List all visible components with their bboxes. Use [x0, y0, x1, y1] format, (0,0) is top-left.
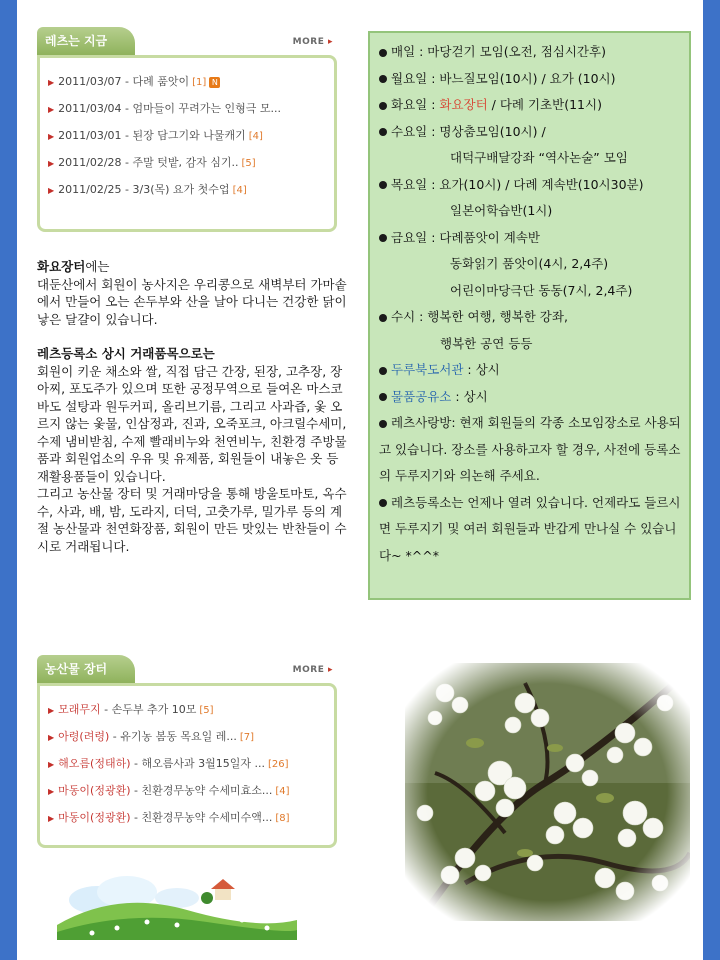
items-paragraph — [37, 345, 349, 555]
paragraph-heading: 레츠등록소 상시 거래품목으로는 — [37, 346, 215, 361]
paragraph-text: 그리고 농산물 장터 및 거래마당을 통해 방울토마토, 옥수수, 사과, 배, 밤, 도라지, 더덕, 고춧가루, 밀가루 등의 계절 농산물과 천연화장품, 회원이 만든 맛있는 반찬들이 수시로 거래됩니다. — [37, 486, 347, 554]
schedule-lounge: 레츠사랑방: 현재 회원들의 각종 소모임장소로 사용되고 있습니다. 장소를 사용하고자 할 경우, 사전에 등록소의 두루지기와 의논해 주세요. — [379, 415, 681, 483]
news-board — [37, 27, 337, 232]
schedule-daily: 매일 : 마당걷기 모임(오전, 점심시간후) — [379, 39, 681, 66]
news-board-tab[interactable]: 레츠는 지금 — [37, 27, 135, 55]
bullet-icon — [379, 234, 387, 242]
arrow-icon: ▶ — [48, 706, 55, 715]
library-link[interactable]: 두루북도서관 — [391, 362, 464, 377]
schedule-anytime-2: 행복한 공연 등등 — [440, 335, 533, 351]
bullet-icon — [379, 367, 387, 375]
list-item[interactable]: ▶ 해오름(정태하) - 해오름사과 3월15일자 ... [26] — [48, 757, 289, 770]
news-more-link[interactable]: MORE ▸ — [292, 37, 333, 47]
news-board-list — [37, 55, 337, 232]
farm-more-link[interactable]: MORE ▸ — [292, 665, 333, 675]
list-item[interactable]: ▶ 마동이(정광환) - 친환경무농약 수세미효소... [4] — [48, 784, 290, 797]
schedule-tuesday: 화요일 : 화요장터 / 다례 기초반(11시) — [379, 92, 681, 119]
list-item[interactable]: ▶ 2011/02/25 - 3/3(목) 요가 첫수업 [4] — [48, 183, 247, 196]
arrow-icon: ▶ — [48, 733, 55, 742]
paragraph-text: 대둔산에서 회원이 농사지은 우리콩으로 새벽부터 가마솥에서 만들어 오는 손두부와 산을 날아 다니는 건강한 닭이 낳은 달걀이 있습니다. — [37, 276, 347, 327]
list-item[interactable]: ▶ 2011/03/04 - 엄마들이 꾸려가는 인형극 모... — [48, 102, 282, 115]
market-description — [37, 258, 349, 555]
schedule-friday: 금요일 : 다례품앗이 계속반 — [379, 225, 681, 252]
list-item[interactable]: ▶ 2011/03/07 - 다례 품앗이 [1] N — [48, 68, 334, 95]
arrow-icon: ▶ — [48, 105, 55, 114]
tuesday-market-link[interactable]: 화요장터 — [439, 97, 488, 112]
sharing-link[interactable]: 물품공유소 — [391, 388, 452, 404]
bullet-icon — [379, 49, 387, 57]
landscape-clipart — [57, 870, 297, 940]
bullet-icon — [379, 75, 387, 83]
farm-market-board — [37, 655, 337, 848]
schedule-friday-3: 어린이마당극단 동동(7시, 2,4주) — [450, 282, 633, 298]
bullet-icon — [379, 181, 387, 189]
bullet-icon — [379, 314, 387, 322]
bullet-icon — [379, 393, 387, 401]
tuesday-market-paragraph — [37, 258, 349, 328]
farm-market-list — [37, 683, 337, 848]
arrow-icon: ▶ — [48, 78, 55, 87]
farm-market-tab[interactable]: 농산물 장터 — [37, 655, 135, 683]
schedule-library: 두루북도서관 : 상시 — [379, 357, 681, 384]
arrow-icon: ▶ — [48, 814, 55, 823]
schedule-monday: 월요일 : 바느질모임(10시) / 요가 (10시) — [379, 66, 681, 93]
bullet-icon — [379, 420, 387, 428]
bullet-icon — [379, 102, 387, 110]
schedule-thursday-2: 일본어학습반(1시) — [450, 203, 553, 218]
paragraph-text: 회원이 키운 채소와 쌀, 직접 담근 간장, 된장, 고추장, 장아찌, 포도주가 있으며 또한 공정무역으로 들여온 마스코바도 설탕과 원두커피, 올리브기름, 그리고 사과즙, 옻 오르지 않는 옻물, 인삼정과, 진과, 오죽포크, 아크릴수세미, 수제 냄비받침, 수제 빨래비누와 천연비누, 친환경 주방물품과 회원업소의 우유 및 유제품, 회원들이 내놓은 옷 등 재활용품들이 있습니다. — [37, 363, 347, 484]
paragraph-heading: 화요장터 — [37, 259, 86, 274]
new-badge: N — [209, 77, 220, 88]
schedule-wednesday: 수요일 : 명상춤모임(10시) / — [379, 119, 681, 146]
schedule-box — [368, 31, 691, 600]
schedule-open: 레츠등록소는 언제나 열려 있습니다. 언제라도 들르시면 두루지기 및 여러 회원들과 반갑게 만나실 수 있습니다~ *^^* — [379, 494, 681, 563]
list-item[interactable]: ▶ 마동이(정광환) - 친환경무농약 수세미수액... [8] — [48, 811, 290, 824]
schedule-anytime: 수시 : 행복한 여행, 행복한 강좌, — [379, 304, 681, 331]
arrow-icon: ▶ — [48, 186, 55, 195]
pear-blossom-photo — [405, 663, 690, 921]
arrow-icon: ▶ — [48, 159, 55, 168]
list-item[interactable]: ▶ 모래무지 - 손두부 추가 10모 [5] — [48, 703, 214, 716]
list-item[interactable]: ▶ 2011/02/28 - 주말 텃밭, 감자 심기.. [5] — [48, 156, 256, 169]
bullet-icon — [379, 128, 387, 136]
list-item[interactable]: ▶ 아령(려령) - 유기농 봄동 목요일 레... [7] — [48, 730, 254, 743]
schedule-sharing: 물품공유소 : 상시 — [379, 384, 681, 411]
arrow-icon: ▶ — [48, 787, 55, 796]
bullet-icon — [379, 499, 387, 507]
paragraph-text: 에는 — [85, 259, 110, 274]
schedule-wednesday-2: 대덕구배달강좌 “역사논술” 모임 — [450, 150, 628, 165]
schedule-thursday: 목요일 : 요가(10시) / 다례 계속반(10시30분) — [379, 172, 681, 199]
arrow-icon: ▶ — [48, 132, 55, 141]
arrow-icon: ▶ — [48, 760, 55, 769]
schedule-friday-2: 동화읽기 품앗이(4시, 2,4주) — [450, 256, 609, 271]
list-item[interactable]: ▶ 2011/03/01 - 된장 담그기와 나물캐기 [4] — [48, 129, 263, 142]
